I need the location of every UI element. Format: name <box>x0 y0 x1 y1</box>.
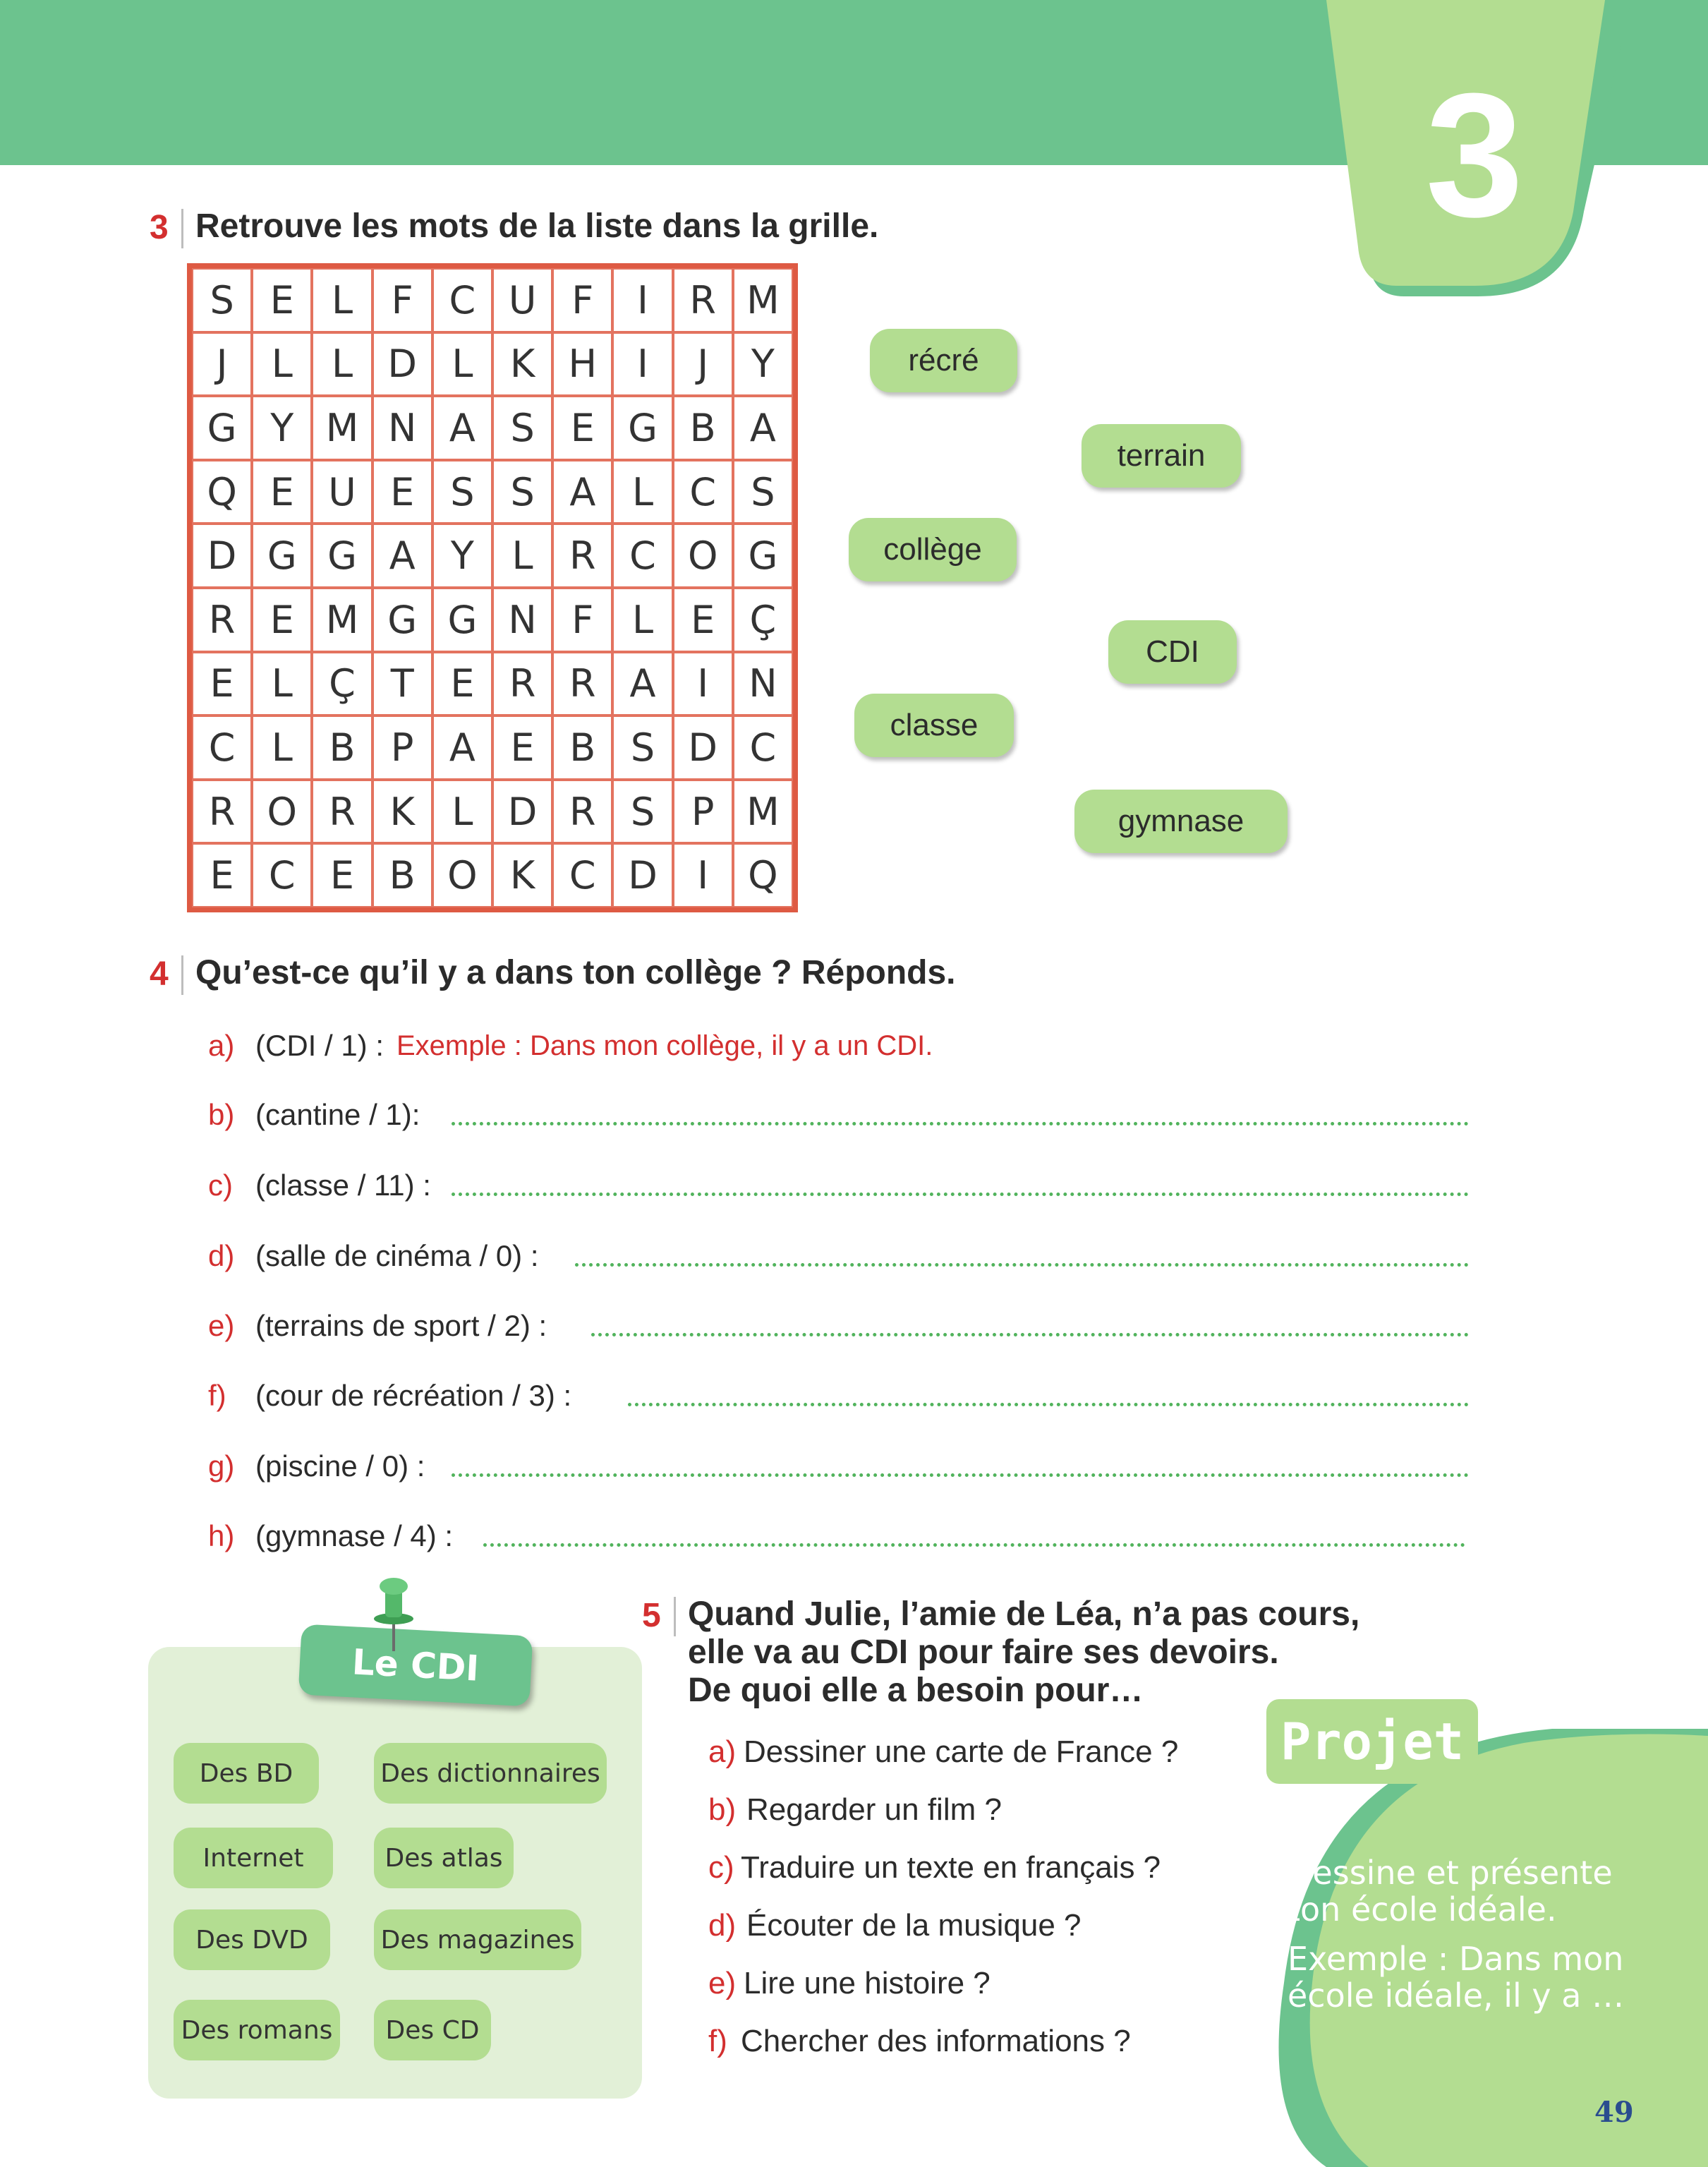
question-letter: g) <box>208 1449 235 1483</box>
grid-cell[interactable]: F <box>552 268 612 332</box>
grid-cell[interactable]: C <box>673 460 733 524</box>
grid-cell[interactable]: E <box>192 652 252 716</box>
grid-cell[interactable]: K <box>492 843 552 907</box>
exercise-5-title-line: De quoi elle a besoin pour… <box>688 1672 1144 1709</box>
grid-cell[interactable]: C <box>432 268 492 332</box>
word-search-grid <box>187 263 798 912</box>
grid-cell[interactable]: N <box>733 652 793 716</box>
grid-cell[interactable]: P <box>673 780 733 844</box>
answer-line[interactable] <box>452 1473 1469 1477</box>
answer-line[interactable] <box>452 1122 1469 1125</box>
exercise-3-title: Retrouve les mots de la liste dans la grille. <box>195 207 879 245</box>
grid-cell[interactable]: R <box>192 588 252 652</box>
question-text: Regarder un film ? <box>746 1792 1002 1827</box>
question-letter: e) <box>208 1309 235 1342</box>
projet-line: école idéale, il y a … <box>1288 1976 1625 2015</box>
question-letter: b) <box>708 1792 737 1827</box>
grid-cell[interactable]: Y <box>252 396 312 460</box>
grid-cell[interactable]: B <box>673 396 733 460</box>
grid-cell[interactable]: L <box>252 332 312 397</box>
exercise-5-title-line: elle va au CDI pour faire ses devoirs. <box>688 1634 1279 1671</box>
grid-cell[interactable]: E <box>552 396 612 460</box>
grid-cell[interactable]: M <box>312 396 372 460</box>
grid-cell[interactable]: U <box>312 460 372 524</box>
grid-cell[interactable]: J <box>192 332 252 397</box>
grid-cell[interactable]: I <box>612 332 672 397</box>
grid-cell[interactable]: S <box>612 716 672 780</box>
grid-cell[interactable]: G <box>373 588 432 652</box>
question-text: (terrains de sport / 2) : <box>255 1309 547 1342</box>
cdi-item: Des atlas <box>374 1828 514 1888</box>
grid-cell[interactable]: U <box>492 268 552 332</box>
word-pill: collège <box>849 518 1017 581</box>
grid-cell[interactable]: T <box>373 652 432 716</box>
grid-cell[interactable]: R <box>192 780 252 844</box>
grid-cell[interactable]: S <box>492 460 552 524</box>
grid-cell[interactable]: E <box>252 460 312 524</box>
answer-line[interactable] <box>452 1193 1469 1196</box>
grid-cell[interactable]: R <box>492 652 552 716</box>
word-pill: CDI <box>1108 620 1237 684</box>
question-text: Traduire un texte en français ? <box>741 1850 1161 1885</box>
grid-cell[interactable]: N <box>492 588 552 652</box>
projet-example <box>1288 1940 1624 2014</box>
grid-cell[interactable]: L <box>252 652 312 716</box>
grid-cell[interactable]: R <box>552 524 612 588</box>
question-letter: a) <box>208 1029 235 1062</box>
example-answer: Exemple : Dans mon collège, il y a un CDI. <box>396 1030 933 1061</box>
grid-cell[interactable]: S <box>612 780 672 844</box>
question-letter: b) <box>208 1098 235 1131</box>
grid-cell[interactable]: Q <box>192 460 252 524</box>
grid-cell[interactable]: R <box>312 780 372 844</box>
question-letter: f) <box>708 2024 727 2058</box>
grid-cell[interactable]: C <box>733 716 793 780</box>
exercise-4-number: 4 <box>150 955 169 993</box>
grid-cell[interactable]: Ç <box>312 652 372 716</box>
grid-cell[interactable]: E <box>252 588 312 652</box>
grid-cell[interactable]: G <box>312 524 372 588</box>
grid-cell[interactable]: E <box>432 652 492 716</box>
grid-cell[interactable]: E <box>373 460 432 524</box>
grid-cell[interactable]: A <box>612 652 672 716</box>
projet-line: Dessine et présente <box>1288 1854 1613 1892</box>
grid-cell[interactable]: O <box>673 524 733 588</box>
grid-cell[interactable]: D <box>373 332 432 397</box>
question-letter: c) <box>708 1850 734 1885</box>
answer-line[interactable] <box>483 1543 1465 1547</box>
grid-cell[interactable]: D <box>673 716 733 780</box>
grid-cell[interactable]: R <box>673 268 733 332</box>
word-pill: terrain <box>1082 424 1241 488</box>
grid-cell[interactable]: J <box>673 332 733 397</box>
grid-cell[interactable]: G <box>432 588 492 652</box>
grid-cell[interactable]: C <box>252 843 312 907</box>
answer-line[interactable] <box>591 1333 1469 1336</box>
grid-cell[interactable]: O <box>432 843 492 907</box>
grid-cell[interactable]: L <box>612 588 672 652</box>
grid-cell[interactable]: S <box>192 268 252 332</box>
grid-cell[interactable]: L <box>432 332 492 397</box>
grid-cell[interactable]: F <box>373 268 432 332</box>
grid-cell[interactable]: R <box>552 652 612 716</box>
exercise-5-number: 5 <box>642 1597 661 1634</box>
grid-cell[interactable]: L <box>492 524 552 588</box>
cdi-item: Des magazines <box>374 1909 581 1970</box>
question-text: (classe / 11) : <box>255 1169 431 1202</box>
grid-cell[interactable]: C <box>552 843 612 907</box>
grid-cell[interactable]: C <box>192 716 252 780</box>
grid-cell[interactable]: B <box>552 716 612 780</box>
grid-cell[interactable]: P <box>373 716 432 780</box>
word-pill: gymnase <box>1074 790 1288 853</box>
answer-line[interactable] <box>575 1263 1469 1267</box>
grid-cell[interactable]: A <box>432 396 492 460</box>
grid-cell[interactable]: A <box>552 460 612 524</box>
grid-cell[interactable]: B <box>373 843 432 907</box>
cdi-item: Des BD <box>174 1743 319 1804</box>
question-letter: e) <box>708 1966 737 2000</box>
grid-cell[interactable]: B <box>312 716 372 780</box>
grid-cell[interactable]: S <box>432 460 492 524</box>
grid-cell[interactable]: Q <box>733 843 793 907</box>
question-text: Chercher des informations ? <box>741 2024 1131 2058</box>
exercise-4-divider <box>181 955 183 995</box>
grid-cell[interactable]: G <box>252 524 312 588</box>
grid-cell[interactable]: K <box>373 780 432 844</box>
cdi-item: Des dictionnaires <box>374 1743 607 1804</box>
projet-instruction <box>1288 1854 1613 1928</box>
answer-line[interactable] <box>628 1403 1469 1406</box>
question-letter: c) <box>208 1169 233 1202</box>
projet-title: Projet <box>1266 1699 1478 1784</box>
grid-cell[interactable]: A <box>432 716 492 780</box>
grid-cell[interactable]: E <box>673 588 733 652</box>
grid-cell[interactable]: I <box>673 652 733 716</box>
grid-cell[interactable]: M <box>733 268 793 332</box>
grid-cell[interactable]: L <box>432 780 492 844</box>
question-letter: h) <box>208 1519 235 1552</box>
grid-cell[interactable]: K <box>492 332 552 397</box>
word-pill: classe <box>854 694 1014 757</box>
exercise-4-title: Qu’est-ce qu’il y a dans ton collège ? Réponds. <box>195 954 956 991</box>
grid-cell[interactable]: Y <box>733 332 793 397</box>
grid-cell[interactable]: M <box>733 780 793 844</box>
question-text: Écouter de la musique ? <box>746 1908 1082 1943</box>
question-text: (cour de récréation / 3) : <box>255 1379 572 1412</box>
word-pill: récré <box>870 329 1017 392</box>
grid-cell[interactable]: F <box>552 588 612 652</box>
grid-cell[interactable]: E <box>312 843 372 907</box>
grid-cell[interactable]: S <box>733 460 793 524</box>
grid-cell[interactable]: R <box>552 780 612 844</box>
cdi-item: Des CD <box>374 2000 491 2060</box>
grid-cell[interactable]: L <box>612 460 672 524</box>
grid-cell[interactable]: O <box>252 780 312 844</box>
cdi-item: Internet <box>174 1828 333 1888</box>
grid-cell[interactable]: L <box>312 268 372 332</box>
exercise-3-divider <box>181 209 183 248</box>
grid-cell[interactable]: D <box>492 780 552 844</box>
cdi-item: Des DVD <box>174 1909 330 1970</box>
question-letter: a) <box>708 1734 737 1769</box>
cdi-label: Le CDI <box>298 1624 533 1706</box>
chapter-number: 3 <box>1425 56 1524 253</box>
grid-cell[interactable]: E <box>252 268 312 332</box>
grid-cell[interactable]: E <box>492 716 552 780</box>
grid-cell[interactable]: E <box>192 843 252 907</box>
grid-cell[interactable]: G <box>192 396 252 460</box>
question-text: (CDI / 1) : <box>255 1029 384 1062</box>
exercise-5-title-line: Quand Julie, l’amie de Léa, n’a pas cours, <box>688 1595 1360 1633</box>
grid-cell[interactable]: M <box>312 588 372 652</box>
question-text: (piscine / 0) : <box>255 1449 425 1483</box>
grid-cell[interactable]: C <box>612 524 672 588</box>
exercise-3-number: 3 <box>150 209 169 246</box>
projet-line: ton école idéale. <box>1288 1890 1557 1928</box>
projet-line: Exemple : Dans mon <box>1288 1940 1624 1978</box>
question-letter: d) <box>708 1908 737 1943</box>
grid-cell[interactable]: G <box>733 524 793 588</box>
grid-cell[interactable]: N <box>373 396 432 460</box>
question-text: (cantine / 1): <box>255 1098 420 1131</box>
grid-cell[interactable]: L <box>252 716 312 780</box>
grid-cell[interactable]: A <box>733 396 793 460</box>
grid-cell[interactable]: I <box>612 268 672 332</box>
grid-cell[interactable]: H <box>552 332 612 397</box>
exercise-5-divider <box>674 1597 676 1636</box>
grid-cell[interactable]: D <box>612 843 672 907</box>
question-letter: d) <box>208 1239 235 1272</box>
grid-cell[interactable]: Ç <box>733 588 793 652</box>
question-text: Lire une histoire ? <box>744 1966 991 2000</box>
cdi-item: Des romans <box>174 2000 340 2060</box>
page-number: 49 <box>1594 2096 1634 2129</box>
question-text: (gymnase / 4) : <box>255 1519 454 1552</box>
grid-cell[interactable]: A <box>373 524 432 588</box>
question-text: Dessiner une carte de France ? <box>744 1734 1179 1769</box>
grid-cell[interactable]: D <box>192 524 252 588</box>
pushpin-icon <box>368 1575 419 1653</box>
grid-cell[interactable]: Y <box>432 524 492 588</box>
grid-cell[interactable]: I <box>673 843 733 907</box>
question-letter: f) <box>208 1379 226 1412</box>
grid-cell[interactable]: L <box>312 332 372 397</box>
question-text: (salle de cinéma / 0) : <box>255 1239 539 1272</box>
grid-cell[interactable]: S <box>492 396 552 460</box>
grid-cell[interactable]: G <box>612 396 672 460</box>
